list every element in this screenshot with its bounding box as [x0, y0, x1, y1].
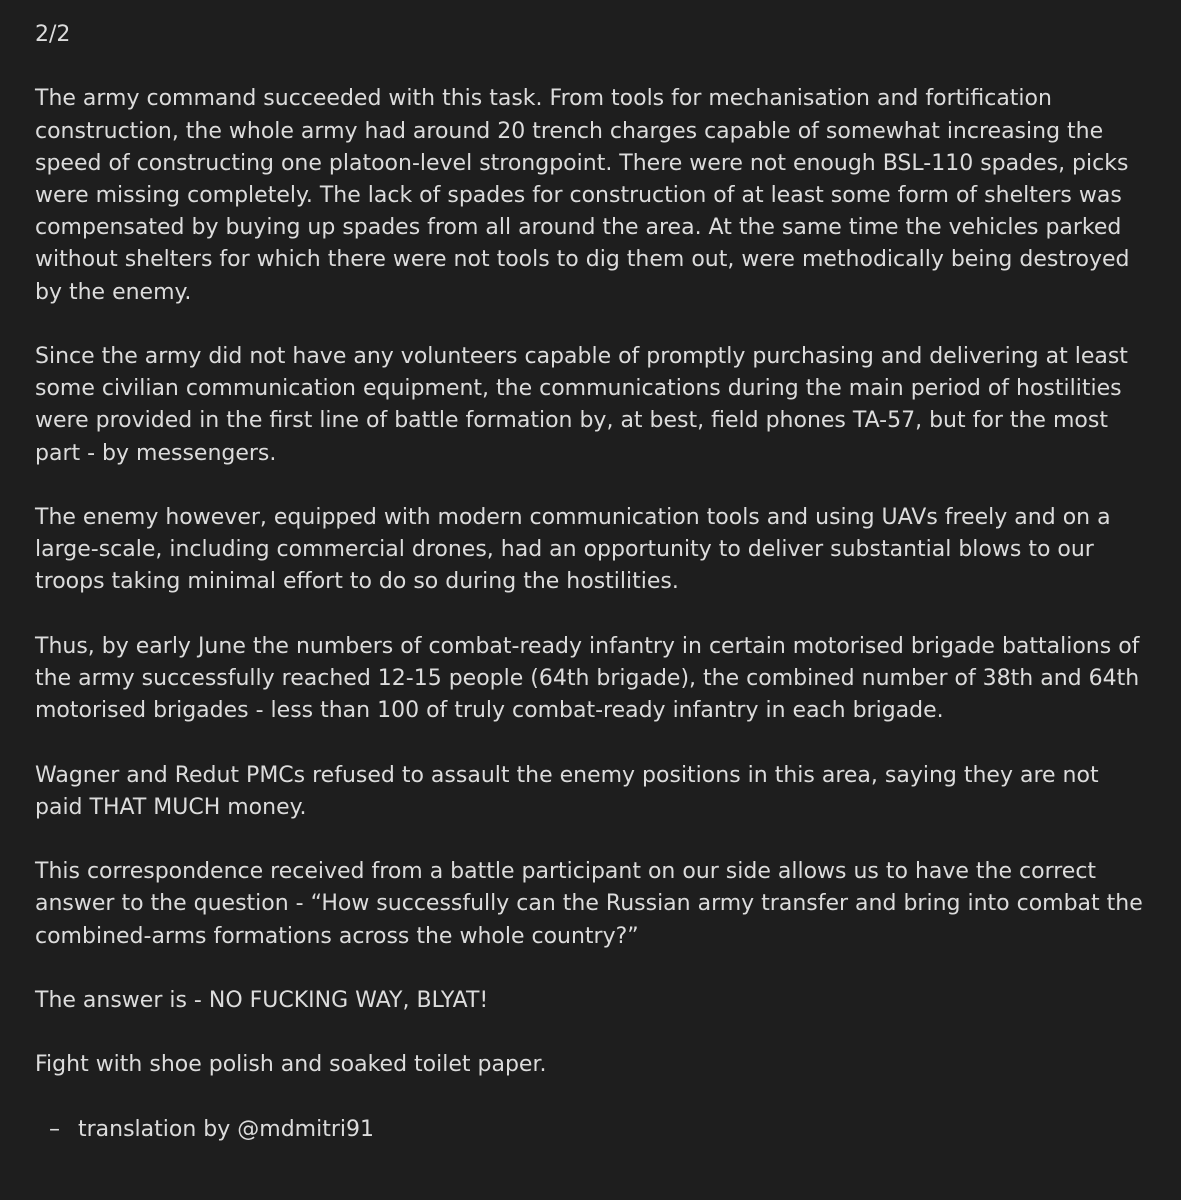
page-indicator: 2/2 [35, 22, 71, 47]
paragraph-enemy: The enemy however, equipped with modern communication tools and using UAVs freely and on a large-scale, including commercial drones, had an opportunity to deliver substantial blows to our troops taking minimal effort to do so during the hostilities. [35, 505, 1111, 595]
credit-text: translation by @mdmitri91 [78, 1116, 374, 1142]
paragraph-pmcs: Wagner and Redut PMCs refused to assault the enemy positions in this area, saying they are not paid THAT MUCH money. [35, 762, 1099, 820]
paragraph-closing: Fight with shoe polish and soaked toilet paper. [35, 1052, 547, 1078]
paragraph-correspondence: This correspondence received from a battle participant on our side allows us to have the correct answer to the question - “How successfully can the Russian army transfer and bring into combat the combined-arms formations across the whole country?” [35, 859, 1143, 949]
paragraph-infantry-numbers: Thus, by early June the numbers of combat-ready infantry in certain motorised brigade battalions of the army successfully reached 12-15 people (64th brigade), the combined number of 38th and 64th motorised brigades - less than 100 of truly combat-ready infantry in each brigade. [35, 633, 1140, 724]
paragraph-answer: The answer is - NO FUCKING WAY, BLYAT! [35, 987, 489, 1013]
paragraph-tools: The army command succeeded with this task. From tools for mechanisation and fortification construction, the whole army had around 20 trench charges capable of somewhat increasing the speed of constructing one platoon-level strongpoint. There were not enough BSL-110 spades, picks were missing completely. The lack of spades for construction of at least some form of shelters was compensated by buying up spades from all around the area. At the same time the vehicles parked without shelters for which there were not tools to dig them out, were methodically being destroyed by the enemy. [35, 86, 1130, 305]
credit-dash: – [49, 1116, 60, 1142]
paragraph-communications: Since the army did not have any volunteers capable of promptly purchasing and delivering at least some civilian communication equipment, the communications during the main period of hostilities were provided in the first line of battle formation by, at best, field phones TA-57, but for the most part - by messengers. [35, 344, 1128, 466]
translation-credit [35, 1114, 1151, 1146]
